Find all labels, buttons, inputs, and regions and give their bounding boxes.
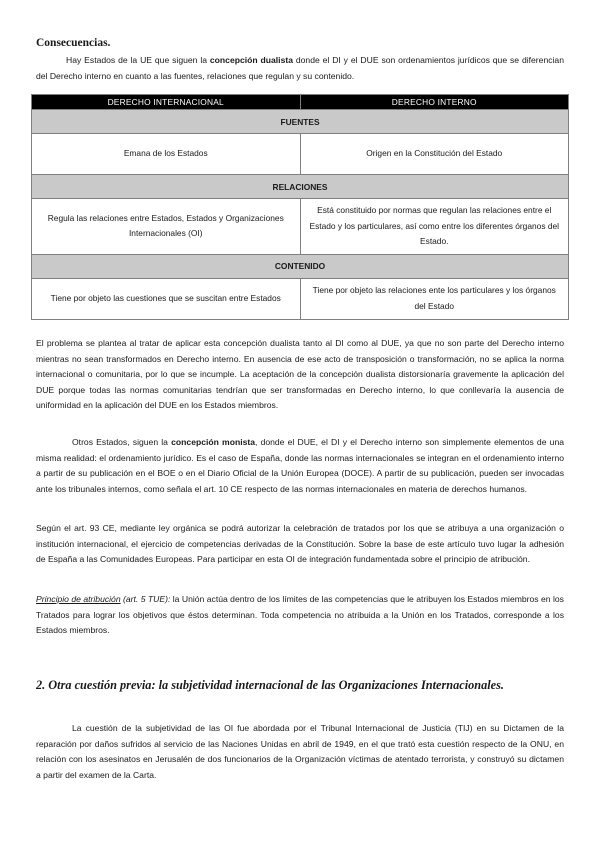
table-section-row <box>32 110 569 134</box>
table-cell: Tiene por objeto las relaciones ente los particulares y los órganos del Estado <box>300 278 569 319</box>
term-monist: concepción monista <box>171 437 256 447</box>
paragraph-tij: La cuestión de la subjetividad de las OI fue abordada por el Tribunal Internacional de Justicia (TIJ) en su Dictamen de la reparación por daños sufridos al servicio de las Naciones Unidas en abril de 1949, en el que trató esta cuestión respecto de la ONU, en relación con los asesinatos en Jerusalén de dos funcionarios de la Organización víctimas de atentado terrorista, y construyó su dictamen a partir del examen de la Carta. <box>36 723 564 780</box>
term-dualist: concepción dualista <box>209 55 293 65</box>
table-row <box>32 134 569 175</box>
intro-text-before: Hay Estados de la UE que siguen la <box>66 55 210 65</box>
table-cell: Tiene por objeto las cuestiones que se suscitan entre Estados <box>32 278 301 319</box>
heading-section-2: 2. Otra cuestión previa: la subjetividad internacional de las Organizaciones Internacionales. <box>36 678 504 692</box>
table-section-row <box>32 175 569 199</box>
paragraph-attribution-principle <box>36 592 564 639</box>
table-row <box>32 278 569 319</box>
attribution-principle-ref: (art. 5 TUE): <box>120 594 171 604</box>
col-header-internal-law: DERECHO INTERNO <box>300 95 569 110</box>
monist-text-before: Otros Estados, siguen la <box>72 437 172 447</box>
comparison-table <box>31 94 569 320</box>
col-header-international-law: DERECHO INTERNACIONAL <box>32 95 301 110</box>
paragraph-problem: El problema se plantea al tratar de aplicar esta concepción dualista tanto al DI como al DUE, ya que no son parte del Derecho interno mientras no sean transformados en Derecho interno. En ausencia de ese acto de transposición o transformación, no se aplica la norma internacional o comunitaria, por lo que se incumple. La aceptación de la concepción dualista distorsionaría gravemente la aplicación del DUE porque todas las normas comunitarias tendrían que ser transformadas en Derecho interno, lo que conllevaría la ausencia de uniformidad en la aplicación del DUE en los Estados miembros. <box>36 338 564 411</box>
section-title-content: CONTENIDO <box>32 254 569 278</box>
heading-consequences: Consecuencias. <box>36 37 111 49</box>
table-cell: Está constituido por normas que regulan las relaciones entre el Estado y los particulares, así como entre los diferentes órganos del Estado. <box>300 199 569 255</box>
table-cell: Origen en la Constitución del Estado <box>300 134 569 175</box>
intro-paragraph <box>36 53 564 84</box>
attribution-principle-label: Principio de atribución <box>36 594 121 604</box>
paragraph-art93: Según el art. 93 CE, mediante ley orgánica se podrá autorizar la celebración de tratados por los que se atribuya a una organización o institución internacional, el ejercicio de competencias derivadas de la Constitución. Sobre la base de este artículo tuvo lugar la adhesión de España a las Comunidades Europeas. Para participar en esta OI de integración fundamentada sobre el principio de atribución. <box>36 523 564 565</box>
section-title-sources: FUENTES <box>32 110 569 134</box>
table-section-row <box>32 254 569 278</box>
monist-text-after: , donde el DUE, el DI y el Derecho interno son simplemente elementos de una misma realidad: el ordenamiento jurídico. Es el caso de España, donde las normas internacionales se integran en el ordenamiento interno a partir de su publicación en el BOE o en el Diario Oficial de la Unión Europea (DOCE). A partir de su publicación, pueden ser invocadas ante los tribunales internos, como señala el art. 10 CE respecto de las normas internacionales en materia de derechos humanos. <box>36 437 564 494</box>
table-cell: Emana de los Estados <box>32 134 301 175</box>
attribution-principle-text: la Unión actúa dentro de los límites de las competencias que le atribuyen los Estados miembros en los Tratados para lograr los objetivos que éstos determinan. Toda competencia no atribuida a la Unión en los Tratados, corresponde a los Estados miembros. <box>36 594 564 636</box>
table-cell: Regula las relaciones entre Estados, Estados y Organizaciones Internacionales (OI) <box>32 199 301 255</box>
table-row <box>32 199 569 255</box>
intro-text-after: donde el DI y el DUE son ordenamientos jurídicos que se diferencian del Derecho interno en cuanto a las fuentes, relaciones que regulan y su contenido. <box>36 55 564 81</box>
paragraph-monist <box>36 435 564 497</box>
section-title-relations: RELACIONES <box>32 175 569 199</box>
table-header-row <box>32 95 569 110</box>
